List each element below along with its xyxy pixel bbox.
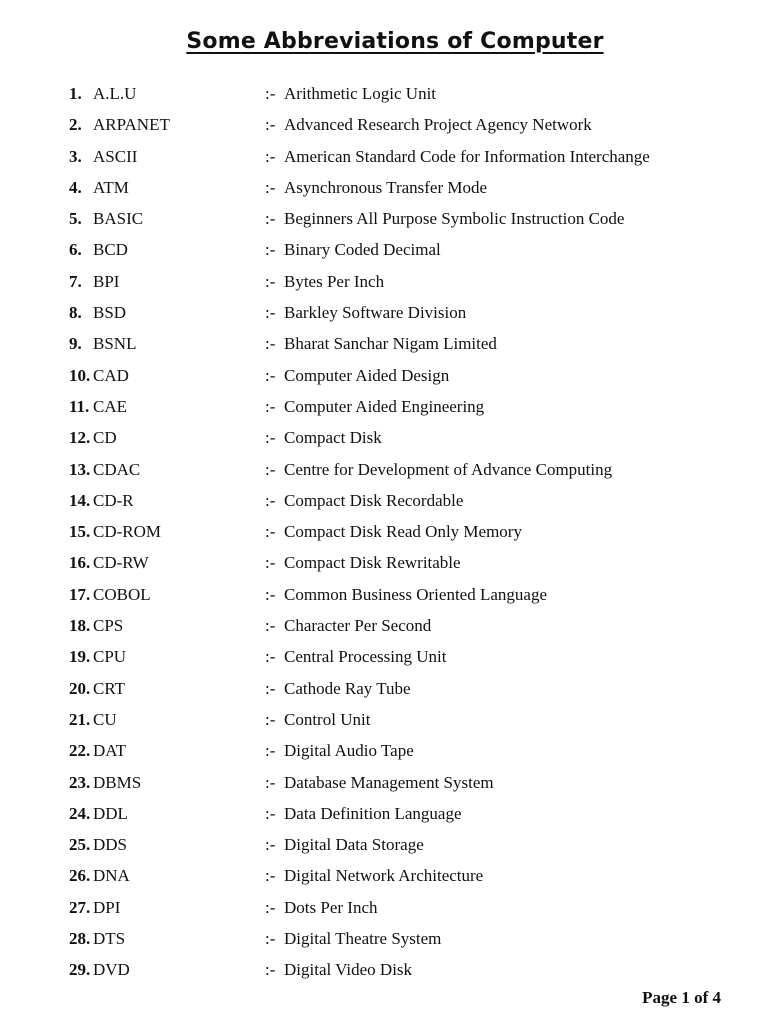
abbreviation: CPU — [93, 647, 127, 667]
list-item — [0, 489, 768, 520]
item-number: 6. — [69, 240, 82, 260]
item-number: 21. — [69, 709, 91, 729]
list-item — [0, 614, 768, 645]
separator: :- — [265, 334, 276, 354]
list-item — [0, 364, 768, 395]
abbreviation: CDAC — [93, 459, 141, 479]
abbreviation: BSD — [93, 303, 127, 323]
full-form: Advanced Research Project Agency Network — [284, 115, 592, 135]
separator: :- — [265, 897, 276, 917]
abbreviation: DDL — [93, 803, 128, 823]
item-number: 26. — [69, 866, 91, 886]
list-item — [0, 520, 768, 551]
list-item — [0, 332, 768, 363]
list-item — [0, 677, 768, 708]
item-number: 29. — [69, 960, 91, 980]
item-number: 28. — [69, 929, 91, 949]
list-item — [0, 551, 768, 582]
separator: :- — [265, 616, 276, 636]
separator: :- — [265, 553, 276, 573]
separator: :- — [265, 459, 276, 479]
abbreviation: ASCII — [93, 146, 138, 166]
separator: :- — [265, 678, 276, 698]
list-item — [0, 927, 768, 958]
list-item — [0, 176, 768, 207]
list-item — [0, 82, 768, 113]
full-form: Centre for Development of Advance Computing — [284, 459, 613, 479]
full-form: Bharat Sanchar Nigam Limited — [284, 334, 497, 354]
full-form: Compact Disk Recordable — [284, 490, 464, 510]
full-form: Beginners All Purpose Symbolic Instruction Code — [284, 209, 625, 229]
item-number: 17. — [69, 584, 91, 604]
list-item — [0, 896, 768, 927]
separator: :- — [265, 522, 276, 542]
abbreviation: DNA — [93, 866, 130, 886]
list-item — [0, 802, 768, 833]
full-form: Compact Disk — [284, 428, 382, 448]
item-number: 12. — [69, 428, 91, 448]
item-number: 3. — [69, 146, 82, 166]
separator: :- — [265, 271, 276, 291]
separator: :- — [265, 960, 276, 980]
separator: :- — [265, 303, 276, 323]
full-form: Digital Video Disk — [284, 960, 413, 980]
abbreviation: DTS — [93, 929, 126, 949]
separator: :- — [265, 177, 276, 197]
list-item — [0, 301, 768, 332]
full-form: American Standard Code for Information Interchange — [284, 146, 650, 166]
list-item — [0, 739, 768, 770]
list-item — [0, 583, 768, 614]
item-number: 10. — [69, 365, 91, 385]
abbreviation: ATM — [93, 177, 129, 197]
item-number: 16. — [69, 553, 91, 573]
separator: :- — [265, 115, 276, 135]
separator: :- — [265, 835, 276, 855]
abbreviation-list — [0, 82, 768, 990]
full-form: Data Definition Language — [284, 803, 462, 823]
separator: :- — [265, 365, 276, 385]
item-number: 20. — [69, 678, 91, 698]
full-form: Computer Aided Design — [284, 365, 450, 385]
list-item — [0, 864, 768, 895]
abbreviation: CD — [93, 428, 117, 448]
separator: :- — [265, 866, 276, 886]
full-form: Barkley Software Division — [284, 303, 467, 323]
item-number: 14. — [69, 490, 91, 510]
full-form: Compact Disk Rewritable — [284, 553, 461, 573]
list-item — [0, 426, 768, 457]
item-number: 5. — [69, 209, 82, 229]
separator: :- — [265, 146, 276, 166]
item-number: 8. — [69, 303, 82, 323]
separator: :- — [265, 929, 276, 949]
full-form: Digital Data Storage — [284, 835, 424, 855]
separator: :- — [265, 209, 276, 229]
item-number: 15. — [69, 522, 91, 542]
abbreviation: CRT — [93, 678, 126, 698]
full-form: Asynchronous Transfer Mode — [284, 177, 488, 197]
full-form: Computer Aided Engineering — [284, 396, 485, 416]
page-title: Some Abbreviations of Computer — [186, 29, 604, 54]
abbreviation: DBMS — [93, 772, 142, 792]
abbreviation: CD-R — [93, 490, 134, 510]
full-form: Arithmetic Logic Unit — [284, 84, 437, 103]
item-number: 7. — [69, 271, 82, 291]
full-form: Control Unit — [284, 709, 371, 729]
item-number: 23. — [69, 772, 91, 792]
full-form: Binary Coded Decimal — [284, 240, 441, 260]
abbreviation: CAD — [93, 365, 129, 385]
item-number: 1. — [69, 84, 82, 103]
list-item — [0, 270, 768, 301]
list-item — [0, 238, 768, 269]
full-form: Database Management System — [284, 772, 494, 792]
list-item — [0, 395, 768, 426]
full-form: Compact Disk Read Only Memory — [284, 522, 522, 542]
item-number: 9. — [69, 334, 82, 354]
item-number: 25. — [69, 835, 91, 855]
item-number: 27. — [69, 897, 91, 917]
abbreviation: DVD — [93, 960, 130, 980]
abbreviation: DPI — [93, 897, 121, 917]
list-item — [0, 771, 768, 802]
page-number: Page 1 of 4 — [642, 988, 721, 1007]
full-form: Character Per Second — [284, 616, 432, 636]
full-form: Bytes Per Inch — [284, 271, 385, 291]
abbreviation: DDS — [93, 835, 128, 855]
separator: :- — [265, 803, 276, 823]
abbreviation: DAT — [93, 741, 127, 761]
abbreviation: A.L.U — [93, 84, 137, 103]
abbreviation: BCD — [93, 240, 128, 260]
full-form: Common Business Oriented Language — [284, 584, 547, 604]
item-number: 13. — [69, 459, 91, 479]
abbreviation: CPS — [93, 616, 124, 636]
list-item — [0, 207, 768, 238]
abbreviation: BSNL — [93, 334, 137, 354]
list-item — [0, 113, 768, 144]
full-form: Digital Network Architecture — [284, 866, 484, 886]
abbreviation: BASIC — [93, 209, 144, 229]
list-item — [0, 145, 768, 176]
separator: :- — [265, 584, 276, 604]
list-item — [0, 458, 768, 489]
abbreviation: CU — [93, 709, 117, 729]
list-item — [0, 958, 768, 989]
separator: :- — [265, 490, 276, 510]
abbreviation: CD-ROM — [93, 522, 162, 542]
separator: :- — [265, 428, 276, 448]
item-number: 4. — [69, 177, 82, 197]
item-number: 18. — [69, 616, 91, 636]
separator: :- — [265, 396, 276, 416]
separator: :- — [265, 772, 276, 792]
list-item — [0, 708, 768, 739]
abbreviation: CAE — [93, 396, 127, 416]
separator: :- — [265, 741, 276, 761]
separator: :- — [265, 240, 276, 260]
full-form: Central Processing Unit — [284, 647, 447, 667]
item-number: 22. — [69, 741, 91, 761]
item-number: 2. — [69, 115, 82, 135]
abbreviation: ARPANET — [93, 115, 170, 135]
item-number: 24. — [69, 803, 91, 823]
abbreviation: BPI — [93, 271, 120, 291]
abbreviation: CD-RW — [93, 553, 149, 573]
separator: :- — [265, 84, 276, 103]
item-number: 11. — [69, 396, 90, 416]
list-item — [0, 833, 768, 864]
full-form: Digital Theatre System — [284, 929, 442, 949]
full-form: Cathode Ray Tube — [284, 678, 411, 698]
separator: :- — [265, 709, 276, 729]
separator: :- — [265, 647, 276, 667]
abbreviation: COBOL — [93, 584, 151, 604]
full-form: Dots Per Inch — [284, 897, 378, 917]
list-item — [0, 645, 768, 676]
item-number: 19. — [69, 647, 91, 667]
full-form: Digital Audio Tape — [284, 741, 414, 761]
